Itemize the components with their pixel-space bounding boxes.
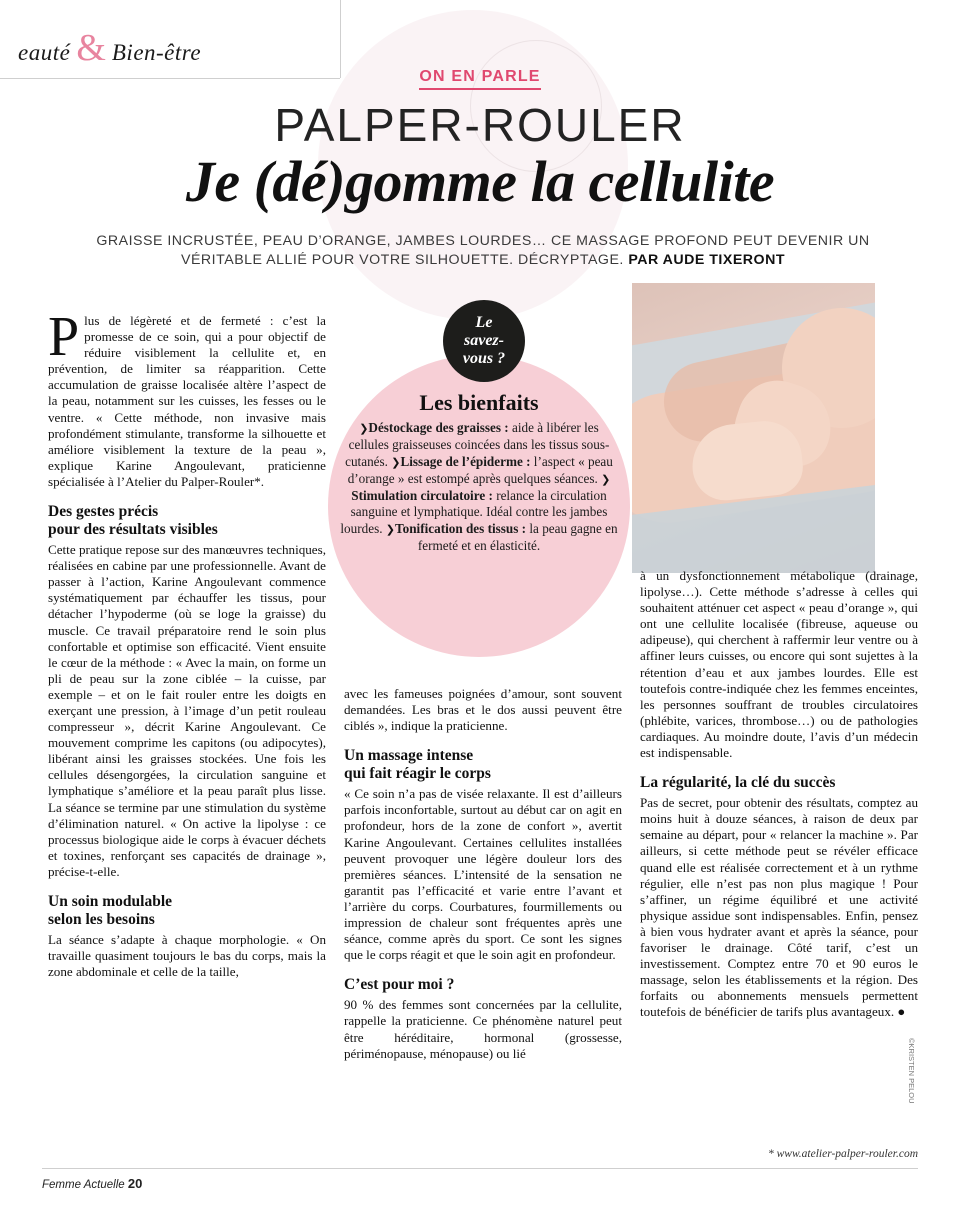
subheading-soin-modulable — [48, 893, 326, 929]
subheading-line2: qui fait réagir le corps — [344, 765, 491, 783]
badge-line2: savez- — [464, 332, 504, 349]
paragraph: Pas de secret, pour obtenir des résultats, comptez au moins huit à douze séances, à raison de deux par semaine au départ, pour « relancer la machine ». Par ailleurs, si cette méthode peut se révéler efficace quand elle est réalisée correctement et à un rythme régulier, elle n’est pas non plus magique ! Pour s’affiner, un régime équilibré et une activité physique assidue sont indispensables. Enfin, pensez à bien vous hydrater avant et après la séance, pour favoriser le drainage. Côté tarif, c’est un investissement. Comptez entre 70 et 90 euros le massage, selon les établissements et la région. Des forfaits ou abonnements mensuels permettent toutefois de bénéficier de tarifs plus avantageux. ● — [640, 795, 918, 1020]
badge-line3: vous ? — [462, 350, 506, 367]
photo-credit: ©KRISTEN PELOU — [907, 1038, 916, 1104]
benefit-lead-2: Lissage de l’épiderme : — [400, 453, 531, 469]
subheading-line1: C’est pour moi ? — [344, 976, 455, 994]
subheading-line1: Un massage intense — [344, 747, 474, 765]
benefit-text-1: aide à libérer les cellules graisseuses coincées dans les tissus sous-cutanés. — [345, 420, 610, 469]
benefit-text-2: l’aspect « peau d’orange » est estompé après quelques séances. — [347, 453, 613, 486]
masthead — [18, 26, 202, 69]
subheading-cest-pour-moi — [344, 976, 622, 994]
body-column-3 — [640, 568, 918, 1020]
kicker — [0, 68, 960, 86]
did-you-know-badge — [443, 300, 525, 382]
benefit-lead-4: Tonification des tissus : — [395, 520, 527, 536]
article-photo — [632, 283, 875, 573]
footer-rule — [42, 1168, 918, 1169]
badge-line1: Le — [475, 314, 493, 331]
kicker-label: ON EN PARLE — [419, 68, 540, 90]
footnote: * www.atelier-palper-rouler.com — [768, 1148, 918, 1160]
subheading-gestes — [48, 503, 326, 539]
benefit-lead-3: Stimulation circulatoire : — [351, 488, 493, 504]
magazine-name: Femme Actuelle — [42, 1179, 125, 1191]
body-column-1 — [48, 306, 326, 980]
benefits-list — [340, 420, 618, 554]
paragraph: La séance s’adapte à chaque morphologie. « On travaille quasiment toujours le bas du corps, mais la zone abdominale et celle de la taille, — [48, 932, 326, 980]
bullet-icon-3: ❯ — [601, 473, 611, 486]
subheading-line1: Des gestes précis — [48, 503, 159, 521]
benefit-text-4: la peau gagne en fermeté et en élasticité. — [417, 520, 618, 554]
benefit-text-3: relance la circulation sanguine et lymphatique. Idéal contre les jambes lourdes. — [340, 488, 608, 536]
subheading-line2: pour des résultats visibles — [48, 521, 218, 539]
subheading-line2: selon les besoins — [48, 911, 155, 928]
bullet-icon-4: ❯ — [385, 523, 396, 536]
byline: PAR AUDE TIXERONT — [628, 252, 785, 268]
masthead-left: eauté — [18, 40, 71, 65]
page-number: 20 — [127, 1176, 143, 1191]
paragraph: Cette pratique repose sur des manœuvres techniques, réalisées en cabine par une professionnelle. Avant de passer à l’action, Karine Angoulevant commence systématiquement par échauffer les tissus, pour détacher l’hypoderme (où se loge la graisse) du muscle. Ce travail préparatoire rend le soin plus confortable et optimise son efficacité. Vient ensuite le cœur de la méthode : « Avec la main, on forme un pli de peau sur la zone ciblée – la cuisse, par exemple – et on le fait rouler entre les doigts en exerçant une pression, à l’image d’un petit rouleau compresseur », décrit Karine Angoulevant. Ce mouvement comprime les capitons (ou adipocytes), libérant ainsi les graisses stockées. Une fois les cellules désengorgées, la circulation sanguine et lymphatique s’améliore et la peau paraît plus lisse. La séance se termine par une stimulation du système d’élimination naturel. « On active la lipolyse : ce processus biologique aide le corps à évacuer déchets et toxines, renforçant ses capacités de drainage », précise-t-elle. — [48, 542, 326, 879]
subheading-massage-intense — [344, 747, 622, 783]
paragraph: « Ce soin n’a pas de visée relaxante. Il est d’ailleurs parfois inconfortable, surtout au début car on agit en profondeur, hors de la zone de confort », avertit Karine Angoulevant. Certaines cellulites installées peuvent provoquer une légère douleur lors des premières séances. L’intensité de la sensation ne garantit pas l’efficacité et varie entre l’avant et l’arrière du corps. Courbatures, fourmillements ou impression de chaleur sont fréquentes après une séance, comme après du sport. Ce sont les signes que le corps réagit et que le soin agit en profondeur. — [344, 786, 622, 963]
article-title-line2: Je (dé)gomme la cellulite — [185, 149, 775, 214]
subheading-regularite — [640, 774, 918, 792]
standfirst — [88, 232, 878, 270]
paragraph: à un dysfonctionnement métabolique (drainage, lipolyse…). Cette méthode s’adresse à celles qui souhaitent atténuer cet aspect « peau d’orange », qui ont une cellulite localisée (fibreuse, aqueuse ou adipeuse), qui cherchent à raffermir leur ventre ou à affiner leurs cuisses, ou encore qui sont sujettes à la rétention d’eau et aux jambes lourdes. Elle est toutefois contre-indiquée chez les femmes enceintes, les personnes souffrant de troubles circulatoires (phlébite, varices, thrombose…) ou de pathologies cardiaques. Au moindre doute, l’avis d’un médecin est indispensable. — [640, 568, 918, 761]
bullet-icon-2: ❯ — [391, 456, 401, 469]
paragraph: avec les fameuses poignées d’amour, sont souvent demandées. Les bras et le dos aussi peuvent être ciblés », indique la praticienne. — [344, 686, 622, 734]
drop-cap: P — [48, 306, 80, 368]
masthead-rule-vertical — [340, 0, 341, 78]
paragraph — [48, 306, 326, 490]
bullet-icon-1: ❯ — [359, 423, 369, 435]
folio — [42, 1176, 142, 1191]
benefits-title: Les bienfaits — [419, 390, 539, 415]
body-column-2 — [344, 686, 622, 1062]
benefit-lead-1: Déstockage des graisses : — [368, 420, 509, 435]
standfirst-text: GRAISSE INCRUSTÉE, PEAU D’ORANGE, JAMBES LOURDES… CE MASSAGE PROFOND PEUT DEVENIR UN VÉRITABLE ALLIÉ POUR VOTRE SILHOUETTE. DÉCRYPTAGE. — [96, 233, 870, 268]
subheading-line1: Un soin modulable — [48, 893, 173, 910]
subheading-line1: La régularité, la clé du succès — [640, 774, 836, 792]
paragraph: 90 % des femmes sont concernées par la cellulite, rappelle la praticienne. Ce phénomène naturel peut être héréditaire, hormonal (grossesse, périménopause, ménopause) ou lié — [344, 997, 622, 1061]
article-title-line1: PALPER-ROULER — [274, 99, 686, 151]
paragraph-text: lus de légèreté et de fermeté : c’est la promesse de ce soin, qui a pour objectif de réduire visiblement la cellulite et, en prévention, de limiter sa réapparition. Cette accumulation de graisse localisée altère l’aspect de la peau, notamment sur les cuisses, les fesses ou le ventre. « Cette méthode, non invasive mais profondément stimulante, transforme la silhouette et améliore visiblement la texture de la peau », explique Karine Angoulevant, praticienne spécialisée à l’Atelier du Palper-Rouler*. — [48, 313, 326, 489]
ampersand-icon: & — [76, 27, 106, 69]
masthead-right: Bien-être — [111, 40, 202, 65]
